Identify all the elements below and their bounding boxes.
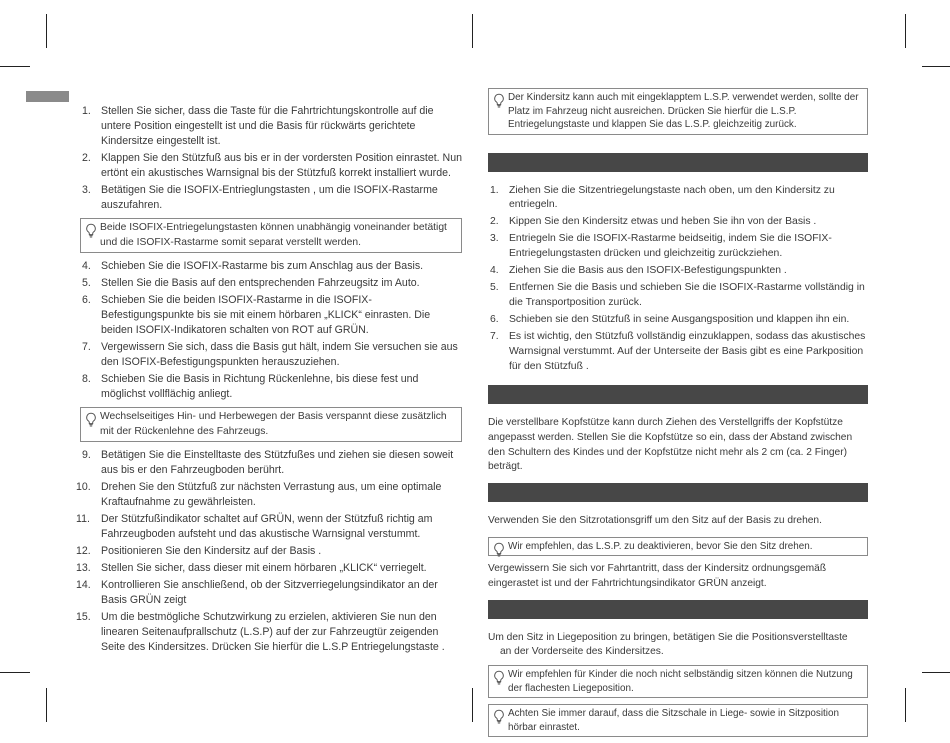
list-item: 7. Vergewissern Sie sich, dass die Basis gut hält, indem Sie versuchen sie aus den ISOFIX-Befestigungspunkten herauszuziehen. (82, 341, 458, 368)
note-box (488, 88, 868, 135)
right-column (488, 88, 868, 743)
list-item: 2. Kippen Sie den Kindersitz etwas und heben Sie ihn von der Basis . (490, 216, 817, 228)
list-item: 6. Schieben sie den Stützfuß in seine Ausgangsposition und klappen ihn ein. (490, 314, 850, 326)
note-text: Beide ISOFIX-Entriegelungstasten können unabhängig voneinander betätigt und die ISOFIX-Rastarme somit separat verstellt werden. (100, 222, 447, 248)
crop-mark (472, 14, 473, 48)
note-box (488, 537, 868, 557)
list-item: 15. Um die bestmögliche Schutzwirkung zu erzielen, aktivieren Sie nun den linearen Seitenaufprallschutz (L.S.P) auf der zur Fahrzeugtür zeigenden Seite des Kindersitzes. Drücken Sie hierfür die L.S.P Entriegelungstaste . (76, 611, 445, 653)
recline-paragraph (488, 631, 868, 660)
section-heading-bar (488, 153, 868, 172)
note-box (80, 407, 462, 442)
list-item: 9. Betätigen Sie die Einstelltaste des Stützfußes und ziehen sie diesen soweit aus bis er den Fahrzeugboden berührt. (82, 449, 454, 476)
removal-steps (488, 184, 868, 375)
list-item: 4. Ziehen Sie die Basis aus den ISOFIX-Befestigungspunkten . (490, 265, 787, 277)
crop-mark (905, 14, 906, 48)
crop-mark (472, 688, 473, 722)
crop-mark (922, 66, 950, 67)
list-item: 1. Ziehen Sie die Sitzentriegelungstaste nach oben, um den Kindersitz zu entriegeln. (490, 184, 835, 211)
lightbulb-icon (493, 709, 505, 725)
list-item: 5. Entfernen Sie die Basis und schieben Sie die ISOFIX-Rastarme vollständig in die Transportposition zurück. (490, 282, 865, 308)
language-tab-marker (26, 91, 69, 102)
list-item: 4. Schieben Sie die ISOFIX-Rastarme bis zum Anschlag aus der Basis. (82, 260, 424, 272)
installation-steps-9-15 (76, 448, 462, 655)
lightbulb-icon (493, 670, 505, 686)
installation-steps-1-3 (80, 104, 462, 213)
section-heading-bar (488, 385, 868, 404)
list-item: 12. Positionieren Sie den Kindersitz auf der Basis . (76, 545, 322, 557)
note-text: Wir empfehlen für Kinder die noch nicht selbständig sitzen können die Nutzung der flachesten Liegeposition. (508, 669, 853, 694)
crop-mark (905, 688, 906, 722)
installation-steps-4-8 (80, 259, 462, 402)
rotation-paragraph: Verwenden Sie den Sitzrotationsgriff um den Sitz auf der Basis zu drehen. (488, 515, 822, 527)
recline-text-line-1: Um den Sitz in Liegeposition zu bringen, betätigen Sie die Positionsverstelltaste (488, 631, 848, 643)
lightbulb-icon (85, 412, 97, 428)
left-column (76, 104, 462, 657)
headrest-paragraph: Die verstellbare Kopfstütze kann durch Ziehen des Verstellgriffs der Kopfstütze angepasst werden. Stellen Sie die Kopfstütze so ein, dass der Abstand zwischen den Schultern des Kindes und der Kopfstütze nicht mehr als 2 cm (ca. 2 Finger) beträgt. (488, 417, 853, 473)
lightbulb-icon (493, 542, 505, 558)
list-item: 14. Kontrollieren Sie anschließend, ob der Sitzverriegelungsindikator an der Basis GRÜN zeigt (76, 579, 438, 606)
list-item: 1. Stellen Sie sicher, dass die Taste für die Fahrtrichtungskontrolle auf die untere Position eingestellt ist und die Basis für rückwärts gerichtete Kindersitze eingestellt ist. (82, 105, 434, 147)
lightbulb-icon (85, 223, 97, 239)
list-item: 6. Schieben Sie die beiden ISOFIX-Rastarme in die ISOFIX-Befestigungspunkte bis sie mit einem hörbaren „KLICK“ einrasten. Die beiden ISOFIX-Indikatoren schalten von ROT auf GRÜN. (82, 294, 431, 336)
recline-text-line-2: an der Vorderseite des Kindersitzes. (500, 646, 664, 658)
list-item: 10. Drehen Sie den Stützfuß zur nächsten Verrastung aus, um eine optimale Kraftaufnahme zu gewährleisten. (76, 481, 442, 508)
list-item: 7. Es ist wichtig, den Stützfuß vollständig einzuklappen, sodass das akustisches Warnsignal verstummt. Auf der Unterseite der Basis gibt es eine Parkposition für den Stützfuß . (490, 331, 866, 372)
note-text: Der Kindersitz kann auch mit eingeklapptem L.S.P. verwendet werden, sollte der Platz im Fahrzeug nicht ausreichen. Drücken Sie hierfür die L.S.P. Entriegelungstaste und klappen Sie das L.S.P. gleichzeitig zurück. (508, 92, 859, 130)
crop-mark (46, 688, 47, 722)
list-item: 11. Der Stützfußindikator schaltet auf GRÜN, wenn der Stützfuß richtig am Fahrzeugboden aufsteht und das akustische Warnsignal verstummt. (76, 513, 433, 540)
list-item: 8. Schieben Sie die Basis in Richtung Rückenlehne, bis diese fest und möglichst vollflächig anliegt. (82, 373, 419, 400)
crop-mark (922, 672, 950, 673)
note-text: Achten Sie immer darauf, dass die Sitzschale in Liege- sowie in Sitzposition hörbar einrastet. (508, 708, 839, 733)
list-item: 2. Klappen Sie den Stützfuß aus bis er in der vordersten Position einrastet. Nun ertönt ein akustisches Warnsignal bis der Stützfuß korrekt installiert wurde. (82, 152, 462, 179)
section-heading-bar (488, 483, 868, 502)
note-box (488, 665, 868, 698)
crop-mark (0, 66, 30, 67)
pre-drive-check-paragraph: Vergewissern Sie sich vor Fahrtantritt, dass der Kindersitz ordnungsgemäß eingerastet ist und der Fahrtrichtungsindikator GRÜN anzeigt. (488, 563, 827, 589)
section-heading-bar (488, 600, 868, 619)
crop-mark (0, 672, 30, 673)
list-item: 3. Betätigen Sie die ISOFIX-Entrieglungstasten , um die ISOFIX-Rastarme auszufahren. (82, 184, 438, 211)
note-text: Wechselseitiges Hin- und Herbewegen der Basis verspannt diese zusätzlich mit der Rückenlehne des Fahrzeugs. (100, 411, 447, 437)
list-item: 5. Stellen Sie die Basis auf den entsprechenden Fahrzeugsitz im Auto. (82, 277, 420, 289)
list-item: 13. Stellen Sie sicher, dass dieser mit einem hörbaren „KLICK“ verriegelt. (76, 562, 427, 574)
note-text: Wir empfehlen, das L.S.P. zu deaktivieren, bevor Sie den Sitz drehen. (508, 540, 813, 552)
lightbulb-icon (493, 93, 505, 109)
note-box (488, 704, 868, 737)
note-box (80, 218, 462, 253)
crop-mark (46, 14, 47, 48)
list-item: 3. Entriegeln Sie die ISOFIX-Rastarme beidseitig, indem Sie die ISOFIX-Entriegelungstasten drücken und gleichzeitig zurückziehen. (490, 233, 832, 260)
